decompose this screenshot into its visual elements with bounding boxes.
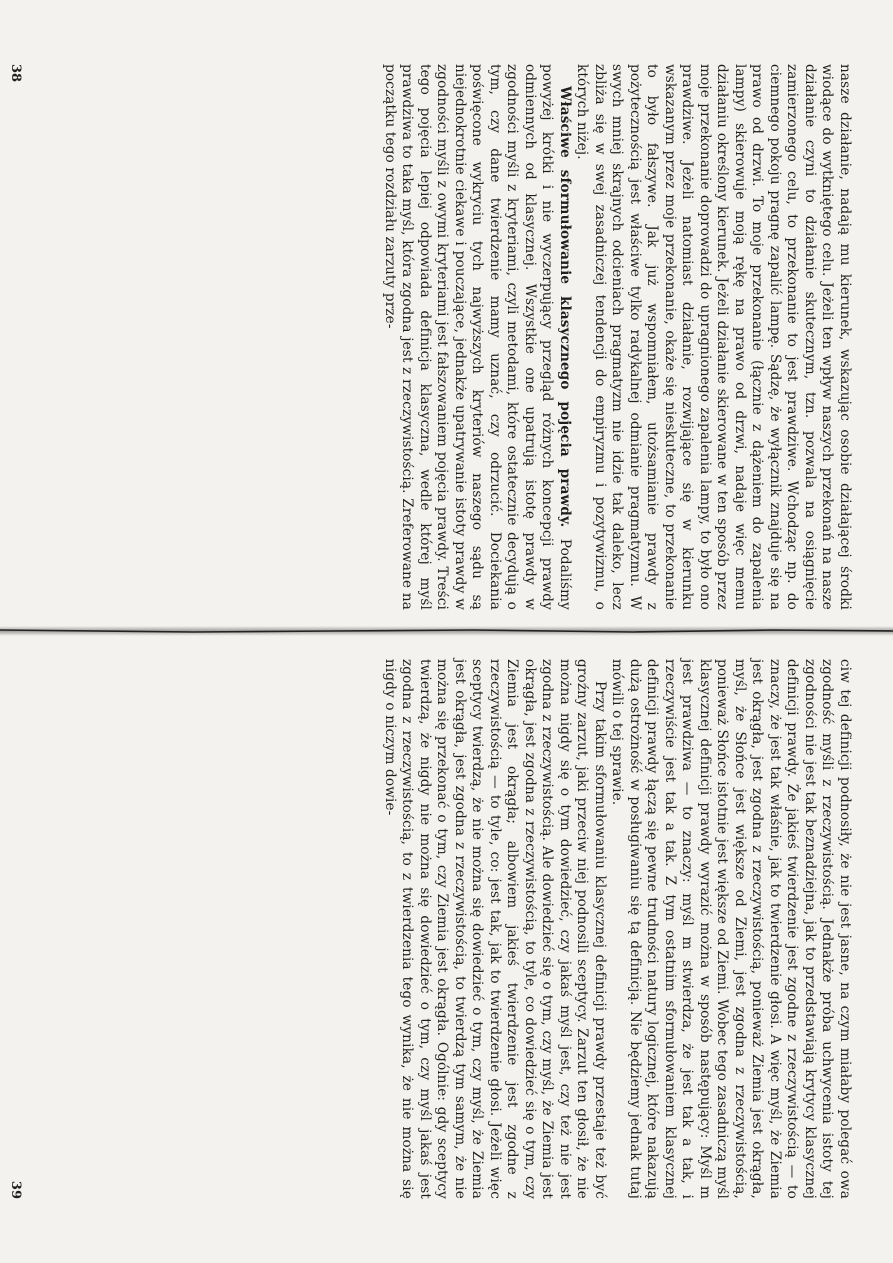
page-number-right: 39 — [8, 1180, 23, 1199]
body-paragraph: ciw tej definicji podnosiły, że nie jest jasne, na czym miałaby polegać owa zgodność myśli z rzeczywistością. Jednakże próba uchwycenia istoty tej zgodności nie jest tak beznadziejna, jak to przedstawiają krytycy klasycznej definicji prawdy. Że jakieś twierdzenie jest zgodne z rzeczywistością — to znaczy, że jest tak właśnie, jak to twierdzenie głosi. A więc myśl, że Ziemia jest okrągła, jest zgodna z rzeczywistością, ponieważ Ziemia jest okrągła, myśl, że Słońce jest większe od Ziemi, jest zgodna z rzeczywistością, ponieważ Słońce istotnie jest większe od Ziemi. Wobec tego zasadniczą myśl klasycznej definicji prawdy wyrazić można w sposób następujący: Myśl m jest prawdziwa — to znaczy: myśl m stwierdza, że jest tak a tak, i rzeczywiście jest tak a tak. Z tym ostatnim sformułowaniem klasycznej definicji prawdy łączą się pewne trudności natury logicznej, które nakazują dużą ostrożność w posługiwaniu się tą definicją. Nie będziemy jednak tutaj mówili o tej sprawie. — [609, 659, 853, 1199]
right-page — [0, 633, 893, 1263]
left-page — [0, 0, 893, 630]
section-heading: Właściwe sformułowanie klasycznego pojęcia prawdy. — [557, 86, 573, 528]
section-paragraph — [381, 64, 574, 610]
body-paragraph: nasze działanie, nadają mu kierunek, wskazując osobie działającej środki wiodące do wytkniętego celu. Jeżeli ten wpływ naszych przekonań na nasze działanie czyni to działanie skutecznym, tzn. pozwala na osiągnięcie zamierzonego celu, to przekonanie to jest prawdziwe. Wchodząc np. do ciemnego pokoju pragnę zapalić lampę. Sądzę, że wyłącznik znajduje się na prawo od drzwi. To moje przekonanie (łącznie z dążeniem do zapalenia lampy) skierowuje moją rękę na prawo od drzwi, nadaje więc memu działaniu określony kierunek. Jeżeli działanie skierowane w ten sposób przez moje przekonanie doprowadzi do upragnionego zapalenia lampy, to było ono prawdziwe. Jeżeli natomiast działanie, rozwijające się w kierunku wskazanym przez moje przekonanie, okaże się nieskuteczne, to przekonanie to było fałszywe. Jak już wspomniałem, utożsamianie prawdy z pożytecznością jest właściwe tylko radykalnej odmianie pragmatyzmu. W swych mniej skrajnych odcieniach pragmatyzm nie idzie tak daleko, lecz zbliża się w swej zasadniczej tendencji do empiryzmu i pozytywizmu, o których niżej. — [574, 64, 853, 610]
body-paragraph: Przy takim sformułowaniu klasycznej definicji prawdy przestaje też być groźny zarzut, jaki przeciw niej podnosili sceptycy. Zarzut ten głosił, że nie można nigdy się o tym dowiedzieć, czy jakaś myśl jest, czy też nie jest zgodna z rzeczywistością. Ale dowiedzieć się o tym, czy myśl, że Ziemia jest okrągła, jest zgodna z rzeczywistością, to tyle, co dowiedzieć się o tym, czy Ziemia jest okrągła; albowiem jakieś twierdzenie jest zgodne z rzeczywistością — to tyle, co: jest tak, jak to twierdzenie głosi. Jeżeli więc sceptycy twierdzą, że nie można się dowiedzieć o tym, czy myśl, że Ziemia jest okrągła, jest zgodna z rzeczywistością, to twierdzą tym samym, że nie można się przekonać o tym, czy Ziemia jest okrągła. Ogólnie: gdy sceptycy twierdzą, że nigdy nie można się dowiedzieć o tym, czy myśl jakaś jest zgodna z rzeczywistością, to z twierdzenia tego wynika, że nie można się nigdy o niczym dowie- — [382, 659, 608, 1199]
section-text: Podaliśmy powyżej krótki i nie wyczerpujący przegląd różnych koncepcji prawdy odmiennych od klasycznej. Wszystkie one upatrują istotę prawdy w zgodności myśli z kryteriami, czyli metodami, które ostatecznie decydują o tym, czy dane twierdzenie mamy uznać, czy odrzucić. Dociekania poświęcone wykryciu tych najwyższych kryteriów naszego sądu są niejednokrotnie ciekawe i pouczające, jednakże upatrywanie istoty prawdy w zgodności myśli z owymi kryteriami jest fałszowaniem pojęcia prawdy. Treści tego pojęcia lepiej odpowiada definicja klasyczna, wedle której myśl prawdziwa to taka myśl, która zgodna jest z rzeczywistością. Zreferowane na początku tego rozdziału zarzuty prze- — [382, 64, 573, 610]
page-number-left: 38 — [8, 64, 23, 83]
